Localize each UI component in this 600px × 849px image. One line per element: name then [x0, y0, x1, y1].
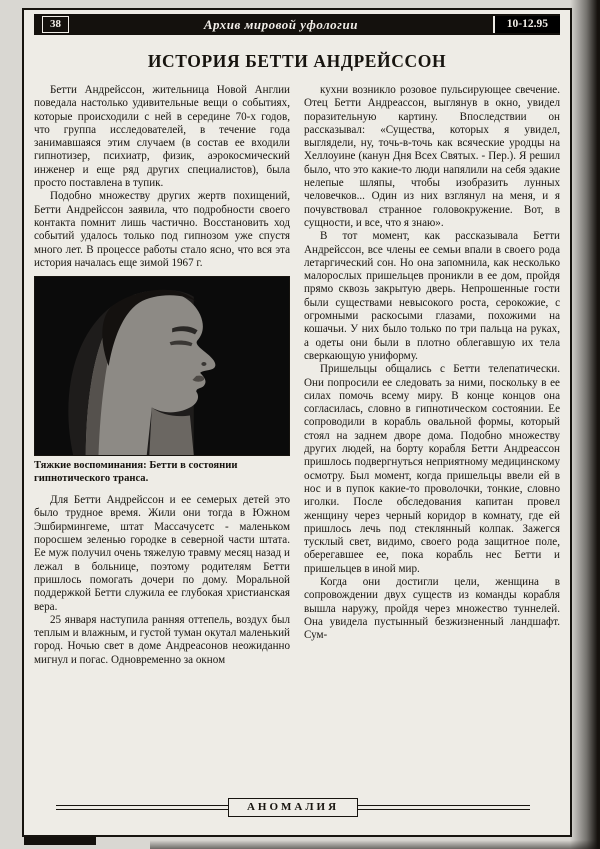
scan-bottom-shadow — [150, 840, 600, 849]
footer-label: АНОМАЛИЯ — [228, 798, 358, 817]
article-paragraph: 25 января наступила ранняя оттепель, воздух был теплым и влажным, и густой туман окутал маленький город. Ночью свет в доме Андреасонов неожиданно мигнул и погас. Одновременно за окном — [34, 613, 290, 666]
article-paragraph: кухни возникло розовое пульсирующее свечение. Отец Бетти Андреассон, выглянув в окно, увидел поразительную картину. Впоследствии он рассказывал: «Существа, которых я увидел, выглядели, ну, точь-в-точь как всяческие уродцы на Хеллоуине (канун Дня Всех Святых. - Пер.). Я решил было, что это какие-то люди напялили на себя эдакие нелепые шляпы, чтобы изобразить лунных человечков... Один из них взглянул на меня, и я почувствовал странное головокружение. Вот, в сущности, и все, что я знаю». — [304, 84, 560, 229]
page-number: 38 — [42, 16, 69, 33]
article-paragraph: Бетти Андрейссон, жительница Новой Англии поведала настолько удивительные вещи о событиях, которые происходили с ней в середине 70-х годов, что группа исследователей, в течение года занимавшаяся этим случаем (в состав ее входили гипнотизер, психиатр, физик, аэрокосмический инженер и еще ряд других специалистов), была просто поставлена в тупик. — [34, 84, 290, 190]
magazine-title: Архив мировой уфологии — [203, 16, 358, 32]
article-paragraph: Подобно множеству других жертв похищений, Бетти Андрейссон заявила, что подробности своего контакта помнит лишь частично. Восстановить ход событий удалось только под гипнозом уже спустя много лет. В процессе работы стало ясно, что вся эта история началась еще зимой 1967 г. — [34, 190, 290, 269]
scan-edge-shadow — [570, 0, 600, 849]
page-frame — [22, 8, 572, 837]
footer-rule-left — [56, 805, 228, 810]
left-column — [34, 84, 290, 796]
scan-ink-smudge — [24, 837, 96, 845]
article-title: ИСТОРИЯ БЕТТИ АНДРЕЙССОН — [147, 51, 447, 71]
page-footer — [56, 798, 530, 817]
article-body — [34, 84, 560, 796]
betty-trance-photo — [34, 276, 290, 456]
article-paragraph: Для Бетти Андрейссон и ее семерых детей это было трудное время. Жили они тогда в Южном Эшбирмингеме, штат Массачусетс - маленьком поросшем зеленью городке в северной части штата. Ее муж получил очень тяжелую травму месяц назад и лежал в больнице, поэтому родителям Бетти пришлось помогать дочери по дому. Моральной поддержкой Бетти служила ее глубокая христианская вера. — [34, 494, 290, 613]
photo-caption — [34, 459, 290, 485]
issue-number: 10-12.95 — [493, 16, 560, 33]
right-column — [304, 84, 560, 796]
page-header — [34, 14, 560, 35]
footer-rule-right — [358, 805, 530, 810]
portrait-photo-illustration — [35, 277, 289, 455]
article-paragraph: В тот момент, как рассказывала Бетти Андрейссон, все члены ее семьи впали в своего рода летаргический сон. Но она запомнила, как несколько малорослых пришельцев проникли в ее дом, пройдя прямо сквозь закрытую дверь. Непрошенные гости были существами невысокого роста, серокожие, с огромными раскосыми глазами, похожими на кошачьи. У них было только по три пальца на руках, а одеты они были в плотно облегавшую их тела сверкающую униформу. — [304, 230, 560, 362]
article-paragraph: Когда они достигли цели, женщина в сопровождении двух существ из команды корабля вышла наружу, пройдя через множество туннелей. Она увидела пустынный безжизненный ландшафт. Сум- — [304, 575, 560, 642]
article-paragraph: Пришельцы общались с Бетти телепатически. Они попросили ее следовать за ними, поскольку в ее силах помочь всему миру. В конце концов она согласилась, словно в гипнотическом состоянии. Ее сопроводили в корабль овальной формы, который стоял на заднем дворе дома. Подобно множеству других людей, на борту корабля Бетти Андреассон пришлось подвергнуться неприятному медицинскому осмотру. Был момент, когда пришельцы ввели ей в нос и в пупок какие-то проволочки, тонкие, словно иголки. После обследования капитан провел женщину через черный коридор в комнату, где ей пришлось лечь под стеклянный колпак. Зажегся тусклый свет, видимо, своего рода защитное поле, оберегавшее ее, пока корабль нес Бетти и пришельцев в иной мир. — [304, 363, 560, 575]
photo-caption-text: Тяжкие воспоминания: Бетти в состоянии гипнотического транса. — [34, 460, 238, 485]
